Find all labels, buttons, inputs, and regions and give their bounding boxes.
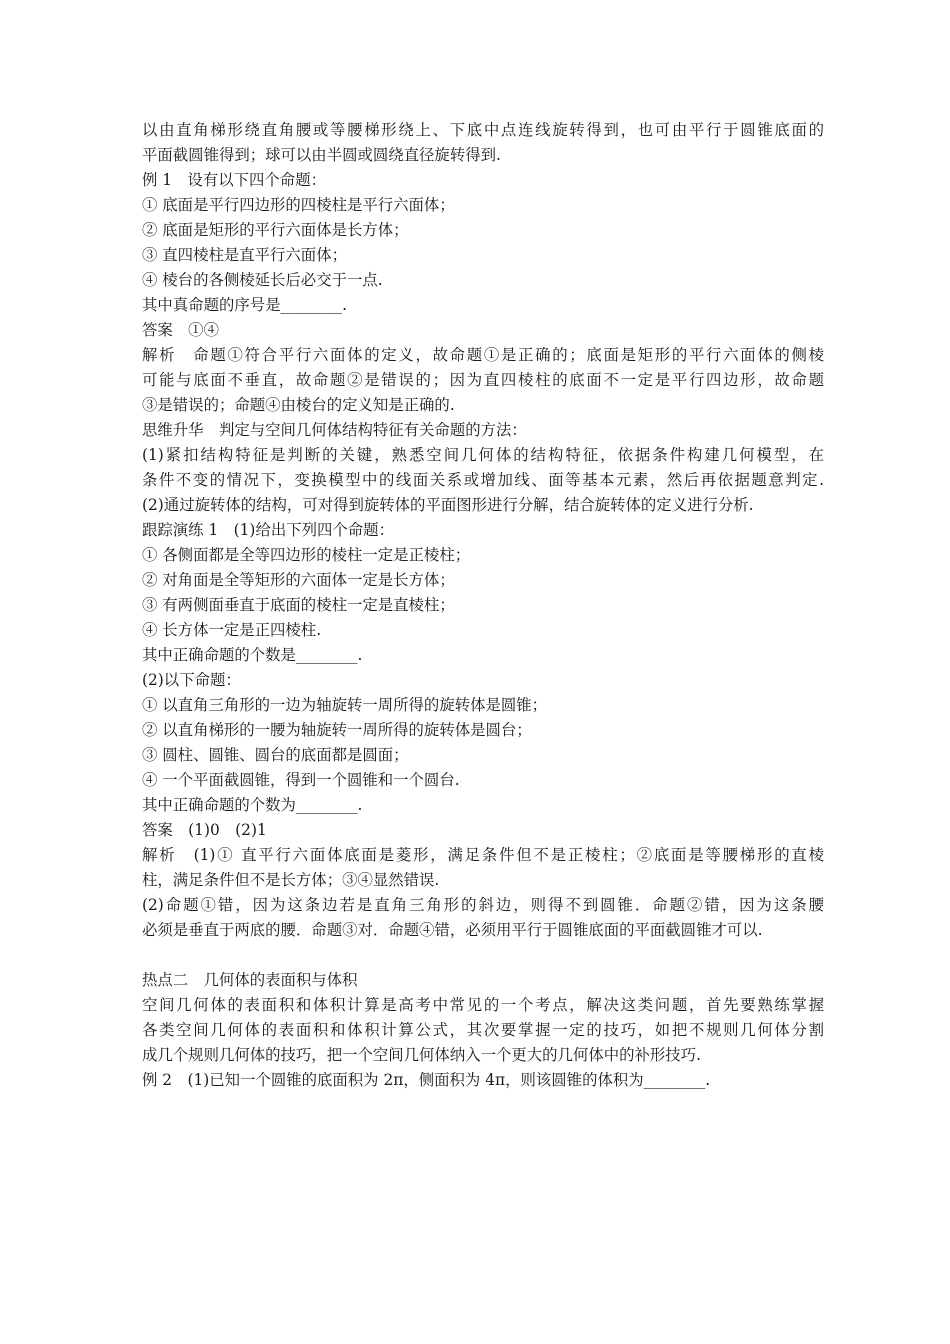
proposition-item: ① 以直角三角形的一边为轴旋转一周所得的旋转体是圆锥； <box>142 696 548 714</box>
example-1-title: 例 1 设有以下四个命题： <box>142 171 326 189</box>
answer-line: 答案 ①④ <box>142 321 219 339</box>
proposition-item: ① 底面是平行四边形的四棱柱是平行六面体； <box>142 196 455 214</box>
hotspot-2-line: 各类空间几何体的表面积和体积计算公式，其次要掌握一定的技巧，如把不规则几何体分割 <box>142 1021 824 1039</box>
proposition-item: ② 对角面是全等矩形的六面体一定是长方体； <box>142 571 455 589</box>
proposition-item: ① 各侧面都是全等四边形的棱柱一定是正棱柱； <box>142 546 471 564</box>
proposition-item: ④ 棱台的各侧棱延长后必交于一点. <box>142 271 383 289</box>
hotspot-2-line: 成几个规则几何体的技巧，把一个空间几何体纳入一个更大的几何体中的补形技巧. <box>142 1046 701 1064</box>
hotspot-2-title: 热点二 几何体的表面积与体积 <box>142 971 358 989</box>
intro-line: 平面截圆锥得到；球可以由半圆或圆绕直径旋转得到. <box>142 146 501 164</box>
proposition-item: ④ 长方体一定是正四棱柱. <box>142 621 322 639</box>
section-gap <box>142 943 824 968</box>
document-page <box>142 118 824 1093</box>
answer-line: 答案 (1)0 (2)1 <box>142 821 267 839</box>
analysis-line: 解析 (1)① 直平行六面体底面是菱形，满足条件但不是正棱柱；②底面是等腰梯形的直棱 <box>142 846 824 864</box>
question-line: 其中真命题的序号是________. <box>142 296 347 314</box>
analysis-line: 柱，满足条件但不是长方体；③④显然错误. <box>142 871 440 889</box>
analysis-line: 可能与底面不垂直，故命题②是错误的；因为直四棱柱的底面不一定是平行四边形，故命题 <box>142 371 824 389</box>
analysis-line: 解析 命题①符合平行六面体的定义，故命题①是正确的；底面是矩形的平行六面体的侧棱 <box>142 346 824 364</box>
analysis-line: 必须是垂直于两底的腰．命题③对．命题④错，必须用平行于圆锥底面的平面截圆锥才可以. <box>142 921 763 939</box>
hotspot-2-line: 空间几何体的表面积和体积计算是高考中常见的一个考点，解决这类问题，首先要熟练掌握 <box>142 996 824 1014</box>
practice-1-title: 跟踪演练 1 (1)给出下列四个命题： <box>142 521 394 539</box>
method-line: (1)紧扣结构特征是判断的关键，熟悉空间几何体的结构特征，依据条件构建几何模型，在 <box>142 446 824 464</box>
part-2-title: (2)以下命题： <box>142 671 241 689</box>
intro-line: 以由直角梯形绕直角腰或等腰梯形绕上、下底中点连线旋转得到，也可由平行于圆锥底面的 <box>142 121 824 139</box>
analysis-line: (2)命题①错，因为这条边若是直角三角形的斜边，则得不到圆锥．命题②错，因为这条腰 <box>142 896 824 914</box>
question-line: 其中正确命题的个数为________. <box>142 796 363 814</box>
proposition-item: ② 以直角梯形的一腰为轴旋转一周所得的旋转体是圆台； <box>142 721 532 739</box>
method-title: 思维升华 判定与空间几何体结构特征有关命题的方法： <box>142 421 527 439</box>
method-line: (2)通过旋转体的结构，可对得到旋转体的平面图形进行分解，结合旋转体的定义进行分析. <box>142 496 754 514</box>
proposition-item: ② 底面是矩形的平行六面体是长方体； <box>142 221 409 239</box>
proposition-item: ④ 一个平面截圆锥，得到一个圆锥和一个圆台. <box>142 771 460 789</box>
proposition-item: ③ 直四棱柱是直平行六面体； <box>142 246 347 264</box>
example-2-title: 例 2 (1)已知一个圆锥的底面积为 2π，侧面积为 4π，则该圆锥的体积为________. <box>142 1071 711 1089</box>
analysis-line: ③是错误的；命题④由棱台的定义知是正确的. <box>142 396 455 414</box>
method-line: 条件不变的情况下，变换模型中的线面关系或增加线、面等基本元素，然后再依据题意判定. <box>142 471 824 489</box>
question-line: 其中正确命题的个数是________. <box>142 646 363 664</box>
proposition-item: ③ 有两侧面垂直于底面的棱柱一定是直棱柱； <box>142 596 455 614</box>
proposition-item: ③ 圆柱、圆锥、圆台的底面都是圆面； <box>142 746 409 764</box>
